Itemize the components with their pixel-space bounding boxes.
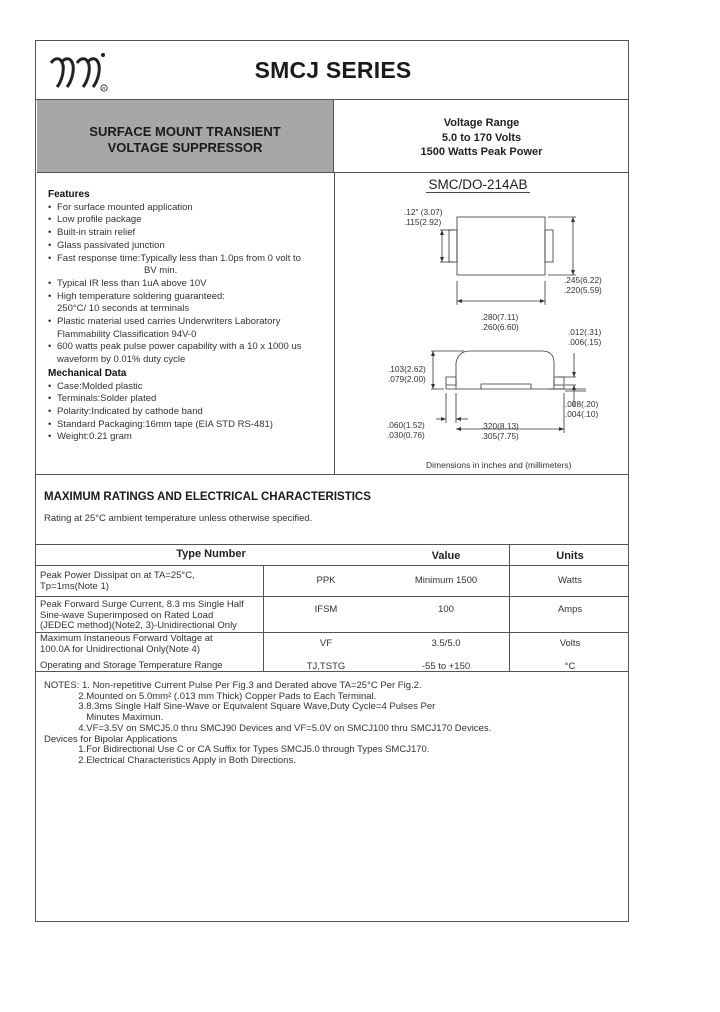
feature-item-continued: BV min. xyxy=(144,265,178,277)
row-units: Watts xyxy=(558,575,582,586)
center-divider xyxy=(334,172,335,474)
peak-power-value: 1500 Watts Peak Power xyxy=(420,146,543,158)
mechanical-item: • Terminals:Solder plated xyxy=(48,393,332,406)
mechanical-list xyxy=(48,381,332,445)
product-title-line1: SURFACE MOUNT TRANSIENT xyxy=(89,124,281,139)
row-symbol: TJ,TSTG xyxy=(306,661,346,672)
row-units: Volts xyxy=(559,638,581,649)
ratings-subtitle: Rating at 25°C ambient temperature unless otherwise specified. xyxy=(44,513,313,524)
dimensions-note: Dimensions in inches and (millimeters) xyxy=(426,460,572,470)
row-description: Sine-wave Superimposed on Rated Load xyxy=(40,609,214,621)
product-title-line2: VOLTAGE SUPPRESSOR xyxy=(107,140,263,155)
dim-body-width-min: .220(5.59) xyxy=(564,285,602,295)
feature-item: • Fast response time:Typically less than 1.0ps from 0 volt to xyxy=(48,253,332,266)
feature-item: • Low profile package xyxy=(48,214,332,227)
features-heading: Features xyxy=(48,189,90,200)
datasheet-page xyxy=(35,40,629,922)
dim-body-length-min: .260(6.60) xyxy=(481,322,519,332)
feature-item: • For surface mounted application xyxy=(48,202,332,215)
dim-lead-thickness-min: .006(.15) xyxy=(568,337,602,347)
row-symbol: IFSM xyxy=(314,604,338,615)
voltage-range-value: 5.0 to 170 Volts xyxy=(441,131,522,144)
row-value: 100 xyxy=(438,604,454,615)
mechanical-item: • Case:Molded plastic xyxy=(48,381,332,394)
note-line: 3.8.3ms Single Half Sine-Wave or Equivalent Square Wave,Duty Cycle=4 Pulses Per xyxy=(44,701,436,713)
dim-standoff-max: .008(.20) xyxy=(565,399,599,409)
row-description: 100.0A for Unidirectional Only(Note 4) xyxy=(40,643,200,655)
features-list xyxy=(48,202,332,367)
dim-height-min: .079(2.00) xyxy=(388,374,426,384)
feature-item-continued: 250°C/ 10 seconds at terminals xyxy=(57,303,190,315)
note-line: 2.Electrical Characteristics Apply in Both Directions. xyxy=(44,754,296,766)
row-description: Peak Forward Surge Current, 8.3 ms Single Half xyxy=(40,599,244,610)
dim-standoff-min: .004(.10) xyxy=(565,409,599,419)
dim-lead-thickness-max: .012(.31) xyxy=(568,327,602,337)
table-top-border xyxy=(36,544,628,545)
row-description: Tp=1ms(Note 1) xyxy=(40,580,109,592)
note-line: 2.Mounted on 5.0mm² (.013 mm Thick) Copper Pads to Each Terminal. xyxy=(44,690,377,702)
feature-item: • Glass passivated junction xyxy=(48,240,332,253)
voltage-range-label: Voltage Range xyxy=(443,117,520,129)
series-title: SMCJ SERIES xyxy=(254,57,412,83)
features-section xyxy=(48,189,332,444)
mechanical-heading: Mechanical Data xyxy=(48,367,127,379)
package-top-view xyxy=(457,217,545,275)
feature-item: • Plastic material used carries Underwriters Laboratory xyxy=(48,316,332,329)
row-description: (JEDEC method)(Note2, 3)-Unidirectional Only xyxy=(40,620,237,631)
feature-item-continued: waveform by 0.01% duty cycle xyxy=(57,354,186,366)
mechanical-item: • Standard Packaging:16mm tape (EIA STD RS-481) xyxy=(48,419,332,432)
mechanical-item: • Weight:0.21 gram xyxy=(48,431,332,444)
package-title: SMC/DO-214AB xyxy=(428,177,528,192)
note-line: NOTES: 1. Non-repetitive Current Pulse Per Fig.3 and Derated above TA=25°C Per Fig.2. xyxy=(44,680,422,691)
right-divider xyxy=(334,172,628,173)
product-title-box xyxy=(37,100,334,173)
dim-overall-length-max: .320(8.13) xyxy=(481,421,519,431)
row-units: °C xyxy=(564,661,576,672)
dim-terminal-width-max: .12" (3.07) xyxy=(404,207,443,217)
feature-item: • Typical IR less than 1uA above 10V xyxy=(48,278,332,291)
dim-lead-length-min: .030(0.76) xyxy=(387,430,425,440)
dim-overall-length-min: .305(7.75) xyxy=(481,431,519,441)
feature-item: • 600 watts peak pulse power capability with a 10 x 1000 us xyxy=(48,341,332,354)
row-value: -55 to +150 xyxy=(421,661,471,672)
notes-section xyxy=(44,681,491,767)
package-side-view xyxy=(456,351,554,389)
note-line: Minutes Maximun. xyxy=(44,712,164,724)
row-symbol: PPK xyxy=(316,575,336,586)
dim-terminal-width-min: .115(2.92) xyxy=(404,217,442,227)
feature-item: • Built-in strain relief xyxy=(48,227,332,240)
feature-item: • High temperature soldering guaranteed: xyxy=(48,291,332,304)
header-type-number: Type Number xyxy=(176,548,246,560)
note-line: 4.VF=3.5V on SMCJ5.0 thru SMCJ90 Devices and VF=5.0V on SMCJ100 thru SMCJ170 Devices. xyxy=(44,722,492,734)
row-units: Amps xyxy=(557,604,583,615)
row-description: Peak Power Dissipat on at TA=25°C, xyxy=(40,570,195,581)
package-drawing xyxy=(336,201,628,466)
note-line: 1.For Bidirectional Use C or CA Suffix for Types SMCJ5.0 through Types SMCJ170. xyxy=(44,744,430,756)
row-value: 3.5/5.0 xyxy=(431,638,461,649)
header-value: Value xyxy=(431,550,461,562)
header-units: Units xyxy=(556,550,584,562)
row-description: Operating and Storage Temperature Range xyxy=(40,660,223,671)
section-divider xyxy=(36,474,628,475)
voltage-range-box xyxy=(334,101,629,160)
table-header-border xyxy=(36,565,628,566)
dim-body-length-max: .280(7.11) xyxy=(481,312,519,322)
note-line: Devices for Bipolar Applications xyxy=(44,733,178,745)
svg-text:R: R xyxy=(102,86,106,91)
dim-height-max: .103(2.62) xyxy=(388,364,426,374)
dim-lead-length-max: .060(1.52) xyxy=(387,420,425,430)
row-value: Minimum 1500 xyxy=(414,575,478,586)
row-symbol: VF xyxy=(319,638,333,649)
ratings-title: MAXIMUM RATINGS AND ELECTRICAL CHARACTERISTICS xyxy=(44,491,371,503)
feature-item-continued: Flammability Classification 94V-0 xyxy=(57,328,197,340)
row-description: Maximum Instaneous Forward Voltage at xyxy=(40,633,213,644)
mechanical-item: • Polarity:Indicated by cathode band xyxy=(48,406,332,419)
dim-body-width-max: .245(6.22) xyxy=(564,275,602,285)
